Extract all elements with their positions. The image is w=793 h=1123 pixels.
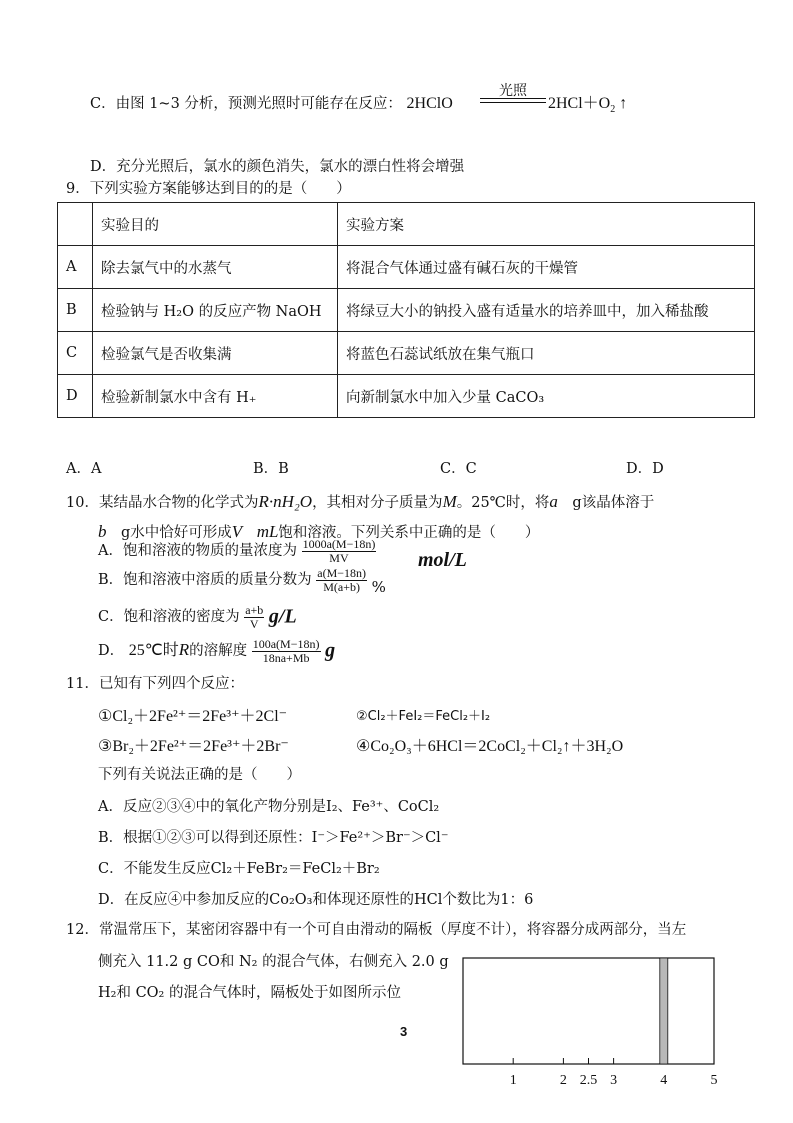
q10-opt-d-temp: 25℃时: [128, 642, 179, 659]
frac-numerator: 100a(M−18n): [252, 636, 320, 651]
q11-reaction-4: ④Co₂O₃＋6HCl＝2CoCl₂＋Cl₂↑＋3H₂O: [356, 738, 624, 755]
row-label: C: [58, 332, 93, 375]
row-purpose: 检验新制氯水中含有 H₊: [93, 375, 338, 418]
q10-opt-b-fraction: [316, 567, 367, 593]
q10-opt-d-r: R: [178, 640, 190, 659]
page-number: 3: [400, 1024, 408, 1039]
q8-eq-sub: 2: [610, 104, 616, 116]
q12-container-diagram: [455, 950, 730, 1090]
q8-eq-left: 2HClO: [406, 95, 453, 112]
q10-var-ml: mL: [256, 522, 279, 541]
q10-opt-d-unit: g: [325, 639, 336, 662]
scale-label: 4: [660, 1073, 668, 1088]
table-row: [58, 246, 755, 289]
q9-stem: 9．下列实验方案能够达到目的的是（ ）: [66, 181, 351, 197]
q10-stem-text: g该晶体溶于: [572, 495, 655, 511]
frac-denominator: M(a+b): [323, 579, 361, 594]
q8-eq-double-line: [480, 98, 546, 103]
q8-eq-right: [548, 90, 627, 115]
row-label: D: [58, 375, 93, 418]
q10-opt-b-unit: %: [371, 578, 386, 597]
q8-option-c: [90, 92, 453, 113]
q10-stem-text: 。25℃时，将: [456, 495, 550, 511]
table-row: [58, 332, 755, 375]
scale-label: 5: [710, 1073, 718, 1088]
q10-var-b: b: [98, 522, 107, 541]
q10-stem-text: g水中恰好可形成: [121, 525, 232, 541]
scale-label: 1: [509, 1073, 517, 1088]
q10-opt-c-unit: g/L: [268, 605, 297, 628]
row-plan: 将绿豆大小的钠投入盛有适量水的培养皿中，加入稀盐酸: [338, 289, 755, 332]
table-row: [58, 289, 755, 332]
q11-option-c: C．不能发生反应Cl₂＋FeBr₂＝FeCl₂＋Br₂: [98, 861, 380, 877]
q10-option-b: [98, 567, 386, 596]
frac-numerator: a(M−18n): [317, 566, 367, 580]
table-header-purpose: 实验目的: [93, 203, 338, 246]
frac-numerator: 1000a(M−18n): [302, 537, 376, 551]
q10-opt-a-fraction: [302, 538, 377, 564]
q9-option-c: C．C: [440, 461, 477, 477]
q10-opt-b-text: B．饱和溶液中溶质的质量分数为: [98, 572, 312, 589]
q9-option-b: B．B: [253, 461, 289, 477]
row-label: A: [58, 246, 93, 289]
q10-stem-text: ，其相对分子质量为: [312, 495, 443, 511]
q10-stem-text: 10．某结晶水合物的化学式为: [66, 495, 259, 511]
sliding-partition: [660, 958, 668, 1064]
q9-option-a: A．A: [66, 461, 102, 477]
table-header-plan: 实验方案: [338, 203, 755, 246]
q10-option-a: [98, 538, 376, 564]
q12-line3: H₂和 CO₂ 的混合气体时，隔板处于如图所示位: [98, 985, 401, 1001]
q9-option-d: D．D: [626, 461, 664, 477]
q10-option-d: [98, 637, 335, 664]
q11-reaction-1: ①Cl₂＋2Fe²⁺＝2Fe³⁺＋2Cl⁻: [98, 708, 288, 725]
q8-eq-arrow: ↑: [619, 95, 628, 112]
frac-denominator: MV: [329, 550, 349, 565]
q10-var-v: V: [231, 522, 243, 541]
q10-opt-c-text: C．饱和溶液的密度为: [98, 609, 240, 626]
scale-labels: [510, 1073, 718, 1088]
q10-opt-a-text: A．饱和溶液的物质的量浓度为: [98, 543, 297, 560]
q10-stem-text: 饱和溶液。下列关系中正确的是（ ）: [278, 525, 540, 541]
q11-option-d: D．在反应④中参加反应的Co₂O₃和体现还原性的HCl个数比为1：6: [98, 892, 534, 908]
q8-eq-cond-text: 光照: [499, 83, 527, 99]
frac-denominator: V: [249, 616, 259, 631]
table-header-empty: [58, 203, 93, 246]
q10-option-c: [98, 604, 297, 630]
q8-eq-condition: [478, 80, 548, 100]
row-plan: 将混合气体通过盛有碱石灰的干燥管: [338, 246, 755, 289]
table-header-row: [58, 203, 755, 246]
row-purpose: 除去氯气中的水蒸气: [93, 246, 338, 289]
q11-reaction-3: ③Br₂＋2Fe²⁺＝2Fe³⁺＋2Br⁻: [98, 738, 289, 755]
q11-stem: 11．已知有下列四个反应：: [66, 676, 244, 692]
q10-opt-c-fraction: [244, 604, 264, 630]
q10-opt-d-label: D．: [98, 643, 125, 659]
q11-option-a: A．反应②③④中的氧化产物分别是I₂、Fe³⁺、CoCl₂: [98, 799, 440, 815]
q12-line2: 侧充入 11.2 g CO和 N₂ 的混合气体，右侧充入 2.0 g: [98, 954, 449, 970]
scale-label: 2: [559, 1073, 567, 1088]
q10-var-m: M: [442, 492, 457, 511]
row-purpose: 检验钠与 H₂O 的反应产物 NaOH: [93, 289, 338, 332]
frac-denominator: 18na+Mb: [262, 650, 310, 665]
q10-formula: R·nH₂O: [258, 492, 313, 511]
container-outline: [463, 958, 714, 1064]
q11-reaction-2: ②Cl₂＋FeI₂＝FeCl₂＋I₂: [356, 709, 491, 724]
q9-experiment-table: [57, 202, 755, 418]
row-plan: 向新制氯水中加入少量 CaCO₃: [338, 375, 755, 418]
q11-option-b: B．根据①②③可以得到还原性：I⁻＞Fe²⁺＞Br⁻＞Cl⁻: [98, 830, 449, 846]
q8-option-d: D．充分光照后，氯水的颜色消失，氯水的漂白性将会增强: [90, 159, 465, 175]
scale-label: 2.5: [579, 1073, 598, 1088]
row-plan: 将蓝色石蕊试纸放在集气瓶口: [338, 332, 755, 375]
q10-opt-d-text: 的溶解度: [189, 643, 248, 659]
q8-eq-right-text: 2HCl＋O: [548, 95, 611, 112]
q10-opt-a-unit: mol/L: [418, 549, 467, 571]
row-label: B: [58, 289, 93, 332]
q10-stem-line1: [66, 491, 654, 512]
q10-opt-d-fraction: [252, 638, 321, 664]
q10-var-a: a: [549, 492, 558, 511]
q12-line1: 12．常温常压下，某密闭容器中有一个可自由滑动的隔板（厚度不计），将容器分成两部分，当左: [66, 922, 687, 938]
frac-numerator: a+b: [245, 603, 264, 617]
table-row: [58, 375, 755, 418]
q11-question: 下列有关说法正确的是（ ）: [98, 767, 301, 783]
row-purpose: 检验氯气是否收集满: [93, 332, 338, 375]
q8-option-c-text: C．由图 1~3 分析，预测光照时可能存在反应：: [90, 96, 402, 112]
scale-label: 3: [610, 1073, 618, 1088]
